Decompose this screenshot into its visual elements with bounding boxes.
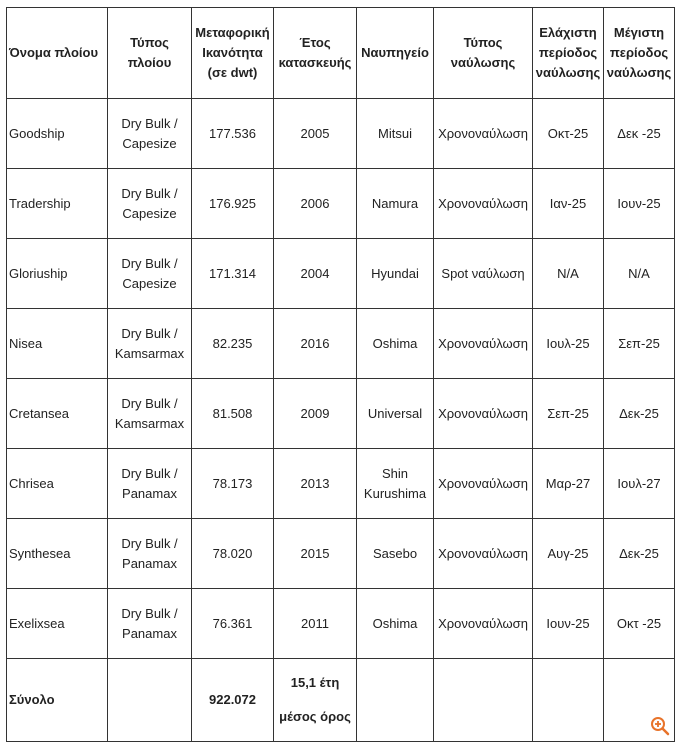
header-text: Μέγιστη — [613, 25, 665, 40]
cell-min-charter: N/A — [533, 239, 604, 309]
header-text: Ναυπηγείο — [361, 45, 429, 60]
cell-text: Capesize — [122, 275, 177, 291]
header-text: Μεταφορική — [195, 25, 270, 40]
cell-text: Dry Bulk / — [121, 535, 178, 551]
cell-ship-name: Goodship — [7, 99, 108, 169]
total-empty-cell — [434, 659, 533, 742]
total-empty-cell — [357, 659, 434, 742]
cell-text: Dry Bulk / — [121, 395, 178, 411]
header-text: ναύλωσης — [606, 65, 672, 80]
cell-max-charter: Δεκ -25 — [604, 99, 675, 169]
cell-text: Kamsarmax — [114, 415, 185, 431]
header-ship-name — [7, 8, 108, 99]
total-empty-cell — [108, 659, 192, 742]
cell-ship-type — [108, 99, 192, 169]
cell-text: Universal — [367, 405, 423, 421]
cell-build-year: 2013 — [274, 449, 357, 519]
cell-charter-type: Spot ναύλωση — [434, 239, 533, 309]
header-text: περίοδος — [609, 45, 669, 60]
cell-ship-name: Synthesea — [7, 519, 108, 589]
cell-min-charter: Οκτ-25 — [533, 99, 604, 169]
cell-ship-name: Exelixsea — [7, 589, 108, 659]
header-ship-type — [108, 8, 192, 99]
average-age-text: μέσος όρος — [279, 709, 351, 724]
header-text: πλοίου — [127, 55, 172, 70]
cell-text: Panamax — [122, 625, 177, 641]
average-age-text: 15,1 έτη — [290, 675, 340, 690]
cell-charter-type: Χρονοναύλωση — [434, 589, 533, 659]
header-text: περίοδος — [538, 45, 598, 60]
cell-charter-type: Χρονοναύλωση — [434, 99, 533, 169]
cell-capacity: 177.536 — [192, 99, 274, 169]
total-empty-cell — [533, 659, 604, 742]
total-average-age — [274, 659, 357, 742]
cell-min-charter: Σεπ-25 — [533, 379, 604, 449]
table-row — [7, 449, 675, 519]
cell-text: Hyundai — [371, 265, 419, 281]
cell-text: Sasebo — [372, 545, 418, 561]
header-charter-type — [434, 8, 533, 99]
cell-max-charter: Ιουν-25 — [604, 169, 675, 239]
cell-capacity: 82.235 — [192, 309, 274, 379]
cell-text: Panamax — [122, 555, 177, 571]
table-row — [7, 99, 675, 169]
header-build-year — [274, 8, 357, 99]
cell-text: Kurushima — [363, 485, 427, 501]
cell-text: Dry Bulk / — [121, 465, 178, 481]
cell-build-year: 2005 — [274, 99, 357, 169]
cell-ship-type — [108, 169, 192, 239]
cell-shipyard — [357, 239, 434, 309]
table-row — [7, 309, 675, 379]
cell-charter-type: Χρονοναύλωση — [434, 449, 533, 519]
cell-shipyard — [357, 309, 434, 379]
cell-build-year: 2004 — [274, 239, 357, 309]
cell-max-charter: Οκτ -25 — [604, 589, 675, 659]
cell-ship-name: Tradership — [7, 169, 108, 239]
cell-ship-name: Gloriuship — [7, 239, 108, 309]
cell-min-charter: Ιουν-25 — [533, 589, 604, 659]
cell-min-charter: Ιουλ-25 — [533, 309, 604, 379]
cell-charter-type: Χρονοναύλωση — [434, 519, 533, 589]
header-capacity — [192, 8, 274, 99]
cell-min-charter: Ιαν-25 — [533, 169, 604, 239]
cell-charter-type: Χρονοναύλωση — [434, 169, 533, 239]
cell-build-year: 2016 — [274, 309, 357, 379]
cell-text: Shin — [381, 465, 409, 481]
cell-ship-type — [108, 239, 192, 309]
cell-shipyard — [357, 169, 434, 239]
cell-ship-name: Nisea — [7, 309, 108, 379]
cell-text: Dry Bulk / — [121, 255, 178, 271]
cell-text: Namura — [371, 195, 419, 211]
total-label: Σύνολο — [7, 659, 108, 742]
cell-shipyard — [357, 379, 434, 449]
cell-max-charter: N/A — [604, 239, 675, 309]
cell-build-year: 2009 — [274, 379, 357, 449]
total-row — [7, 659, 675, 742]
table-body — [7, 99, 675, 742]
cell-text: Dry Bulk / — [121, 605, 178, 621]
cell-shipyard — [357, 99, 434, 169]
cell-build-year: 2015 — [274, 519, 357, 589]
cell-shipyard — [357, 449, 434, 519]
cell-max-charter: Δεκ-25 — [604, 519, 675, 589]
header-max-charter — [604, 8, 675, 99]
cell-min-charter: Αυγ-25 — [533, 519, 604, 589]
cell-shipyard — [357, 519, 434, 589]
cell-build-year: 2011 — [274, 589, 357, 659]
table-row — [7, 519, 675, 589]
header-shipyard — [357, 8, 434, 99]
cell-capacity: 76.361 — [192, 589, 274, 659]
header-text: Έτος — [299, 35, 331, 50]
header-text: κατασκευής — [278, 55, 352, 70]
cell-text: Capesize — [122, 135, 177, 151]
header-text: ναύλωσης — [450, 55, 516, 70]
header-row — [7, 8, 675, 99]
cell-text: Oshima — [372, 615, 418, 631]
header-text: (σε dwt) — [207, 65, 258, 80]
zoom-in-icon[interactable] — [650, 716, 670, 736]
table-row — [7, 239, 675, 309]
cell-ship-type — [108, 449, 192, 519]
cell-text: Dry Bulk / — [121, 325, 178, 341]
cell-text: Capesize — [122, 205, 177, 221]
table-row — [7, 379, 675, 449]
table-row — [7, 589, 675, 659]
cell-text: Panamax — [122, 485, 177, 501]
header-text: Τύπος — [130, 35, 169, 50]
cell-ship-type — [108, 519, 192, 589]
table-row — [7, 169, 675, 239]
cell-capacity: 171.314 — [192, 239, 274, 309]
cell-ship-name: Cretansea — [7, 379, 108, 449]
cell-max-charter: Δεκ-25 — [604, 379, 675, 449]
cell-ship-type — [108, 589, 192, 659]
cell-text: Oshima — [372, 335, 418, 351]
cell-max-charter: Σεπ-25 — [604, 309, 675, 379]
cell-text: Mitsui — [378, 125, 412, 141]
header-min-charter — [533, 8, 604, 99]
cell-shipyard — [357, 589, 434, 659]
total-capacity: 922.072 — [192, 659, 274, 742]
header-text: Τύπος — [463, 35, 503, 50]
cell-ship-type — [108, 379, 192, 449]
cell-capacity: 81.508 — [192, 379, 274, 449]
cell-capacity: 78.020 — [192, 519, 274, 589]
cell-text: Kamsarmax — [114, 345, 185, 361]
cell-charter-type: Χρονοναύλωση — [434, 309, 533, 379]
header-text: Ελάχιστη — [539, 25, 597, 40]
cell-charter-type: Χρονοναύλωση — [434, 379, 533, 449]
cell-build-year: 2006 — [274, 169, 357, 239]
cell-text: Dry Bulk / — [121, 115, 178, 131]
header-text: ναύλωσης — [535, 65, 601, 80]
cell-capacity: 78.173 — [192, 449, 274, 519]
cell-ship-name: Chrisea — [7, 449, 108, 519]
cell-min-charter: Μαρ-27 — [533, 449, 604, 519]
cell-max-charter: Ιουλ-27 — [604, 449, 675, 519]
cell-text: Dry Bulk / — [121, 185, 178, 201]
cell-capacity: 176.925 — [192, 169, 274, 239]
cell-ship-type — [108, 309, 192, 379]
fleet-table — [6, 7, 675, 742]
header-text: Ικανότητα — [202, 45, 263, 60]
header-text: Όνομα πλοίου — [9, 45, 99, 60]
